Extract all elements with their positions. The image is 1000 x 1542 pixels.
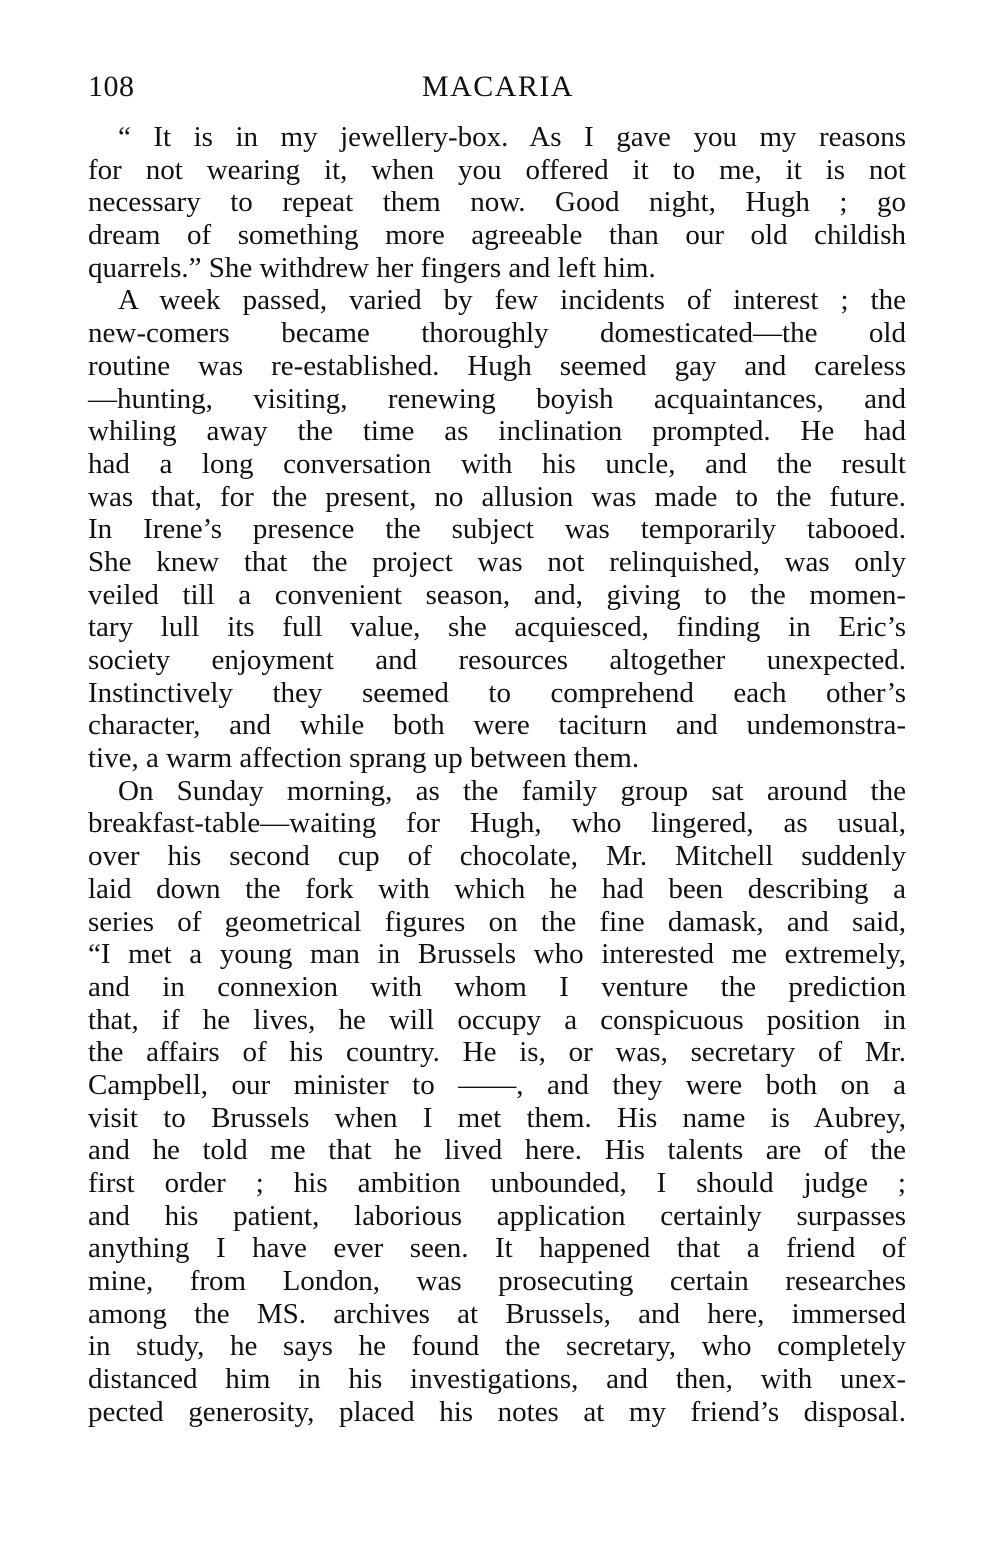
text-line: and in connexion with whom I venture the prediction [88,970,906,1003]
text-line: whiling away the time as inclination prompted. He had [88,415,906,448]
text-line: character, and while both were taciturn and undemonstra- [88,709,906,742]
text-line: distanced him in his investigations, and then, with unex- [88,1363,906,1396]
text-line: breakfast-table—waiting for Hugh, who lingered, as usual, [88,807,906,840]
text-line: and his patient, laborious application certainly surpasses [88,1199,906,1232]
text-line: that, if he lives, he will occupy a conspicuous position in [88,1003,906,1036]
text-line: “I met a young man in Brussels who interested me extremely, [88,938,906,971]
text-line: among the MS. archives at Brussels, and here, immersed [88,1297,906,1330]
text-line: laid down the fork with which he had been describing a [88,872,906,905]
text-line: veiled till a convenient season, and, giving to the momen- [88,578,906,611]
text-line: necessary to repeat them now. Good night, Hugh ; go [88,186,906,219]
text-line: quarrels.” She withdrew her fingers and left him. [88,251,656,284]
text-line: new-comers became thoroughly domesticated—the old [88,317,906,350]
text-line: and he told me that he lived here. His talents are of the [88,1134,906,1167]
text-line: tary lull its full value, she acquiesced, finding in Eric’s [88,611,906,644]
text-line: routine was re-established. Hugh seemed gay and careless [88,349,906,382]
text-line: pected generosity, placed his notes at my friend’s disposal. [88,1395,906,1428]
page-number: 108 [88,70,135,103]
text-line: A week passed, varied by few incidents of interest ; the [118,284,906,317]
text-line: first order ; his ambition unbounded, I should judge ; [88,1167,906,1199]
page-header [88,70,908,110]
text-line: was that, for the present, no allusion was made to the future. [88,480,906,513]
text-line: mine, from London, was prosecuting certain researches [88,1265,906,1298]
text-line: in study, he says he found the secretary, who completely [88,1330,906,1363]
body-text [88,121,906,1429]
text-line: the affairs of his country. He is, or was, secretary of Mr. [88,1036,906,1069]
text-line: Instinctively they seemed to comprehend each other’s [88,676,906,709]
text-line: visit to Brussels when I met them. His name is Aubrey, [88,1101,906,1134]
text-line: dream of something more agreeable than our old childish [88,219,906,252]
text-line: Campbell, our minister to ——, and they were both on a [88,1068,906,1101]
running-title: MACARIA [421,70,575,103]
text-line: —hunting, visiting, renewing boyish acquaintances, and [88,382,906,415]
text-line: had a long conversation with his uncle, and the result [88,447,906,480]
text-line: for not wearing it, when you offered it to me, it is not [88,153,906,186]
text-line: She knew that the project was not relinquished, was only [88,545,906,578]
text-line: tive, a warm affection sprang up between them. [88,742,640,775]
text-line: In Irene’s presence the subject was temporarily tabooed. [88,513,906,546]
text-line: series of geometrical figures on the fine damask, and said, [88,905,906,938]
text-line: “ It is in my jewellery-box. As I gave you my reasons [118,121,906,153]
text-line: over his second cup of chocolate, Mr. Mitchell suddenly [88,840,906,873]
text-line: On Sunday morning, as the family group sat around the [118,774,906,807]
text-line: anything I have ever seen. It happened that a friend of [88,1232,906,1265]
text-line: society enjoyment and resources altogether unexpected. [88,644,906,676]
